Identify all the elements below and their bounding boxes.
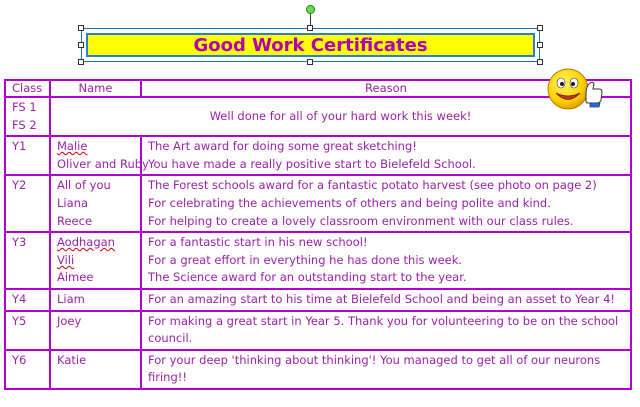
table-row	[5, 232, 631, 289]
pupil-name: Joey	[57, 313, 82, 328]
pupil-name: Malie	[57, 139, 88, 154]
header-class: Class	[5, 80, 50, 97]
pupil-name: Katie	[57, 352, 87, 367]
reason-cell	[141, 175, 631, 232]
table-row	[5, 311, 631, 350]
resize-handle-e[interactable]	[537, 42, 543, 48]
table-row	[5, 289, 631, 311]
reason-text: For making a great start in Year 5. Thank you for volunteering to be on the school council.	[148, 313, 619, 346]
pupil-name: Oliver and Ruby	[57, 156, 149, 171]
thumbs-up-smiley-icon	[546, 64, 606, 114]
name-cell	[50, 350, 141, 389]
name-cell	[50, 311, 141, 350]
name-cell	[50, 289, 141, 311]
class-cell	[5, 97, 50, 136]
header-name: Name	[50, 80, 141, 97]
reason-text: For a great effort in everything he has done this week.	[148, 252, 463, 267]
class-label: Y6	[12, 352, 27, 367]
table-row	[5, 350, 631, 389]
reason-text: You have made a really positive start to Bielefeld School.	[148, 156, 476, 171]
rotate-handle[interactable]	[306, 5, 315, 14]
class-cell	[5, 350, 50, 389]
reason-text: For a fantastic start in his new school!	[148, 235, 368, 250]
name-cell	[50, 232, 141, 289]
page-title: Good Work Certificates	[86, 33, 535, 57]
reason-text: For helping to create a lovely classroom environment with our class rules.	[148, 213, 574, 228]
reason-text: For an amazing start to his time at Bielefeld School and being an asset to Year 4!	[148, 291, 616, 306]
class-label: Y5	[12, 313, 27, 328]
pupil-name: Aodhagan	[57, 235, 115, 250]
resize-handle-nw[interactable]	[78, 25, 84, 31]
resize-handle-w[interactable]	[78, 42, 84, 48]
resize-handle-n[interactable]	[307, 25, 313, 31]
class-cell	[5, 232, 50, 289]
resize-handle-sw[interactable]	[78, 59, 84, 65]
pupil-name: Reece	[57, 213, 93, 228]
name-cell	[50, 136, 149, 175]
class-label: Y4	[12, 291, 27, 306]
reason-text: The Forest schools award for a fantastic potato harvest (see photo on page 2)	[148, 178, 597, 193]
table-header-row	[5, 80, 631, 97]
class-cell	[5, 175, 50, 232]
class-label: FS 1	[12, 100, 37, 114]
class-label: FS 2	[12, 117, 37, 132]
reason-cell	[50, 97, 631, 136]
table-row	[5, 175, 631, 232]
pupil-name: All of you	[57, 178, 111, 193]
reason-cell	[141, 289, 631, 311]
pupil-name: Liana	[57, 195, 88, 210]
resize-handle-se[interactable]	[537, 59, 543, 65]
class-label: Y3	[12, 235, 27, 250]
name-cell	[50, 175, 141, 232]
reason-text: For your deep 'thinking about thinking'! You managed to get all of our neurons firing!!	[148, 352, 601, 385]
table-row	[5, 97, 631, 136]
reason-text: Well done for all of your hard work this week!	[209, 108, 472, 123]
class-label: Y1	[12, 139, 27, 154]
header-reason: Reason	[141, 80, 631, 97]
certificates-table	[4, 79, 632, 390]
pupil-name: Aimee	[57, 270, 94, 285]
title-text-box[interactable]	[81, 28, 540, 62]
resize-handle-s[interactable]	[307, 59, 313, 65]
reason-text: The Art award for doing some great sketching!	[148, 139, 417, 154]
pupil-name: Vili	[57, 252, 75, 267]
class-cell	[5, 289, 50, 311]
class-cell	[5, 311, 50, 350]
class-cell	[5, 136, 50, 175]
pupil-name: Liam	[57, 291, 85, 306]
reason-text: For celebrating the achievements of others and being polite and kind.	[148, 195, 551, 210]
table-row	[5, 136, 631, 175]
class-label: Y2	[12, 178, 27, 193]
reason-cell	[141, 311, 631, 350]
resize-handle-ne[interactable]	[537, 25, 543, 31]
reason-text: The Science award for an outstanding start to the year.	[148, 270, 467, 285]
reason-cell	[141, 232, 631, 289]
reason-cell	[141, 136, 631, 175]
reason-cell	[141, 350, 631, 389]
